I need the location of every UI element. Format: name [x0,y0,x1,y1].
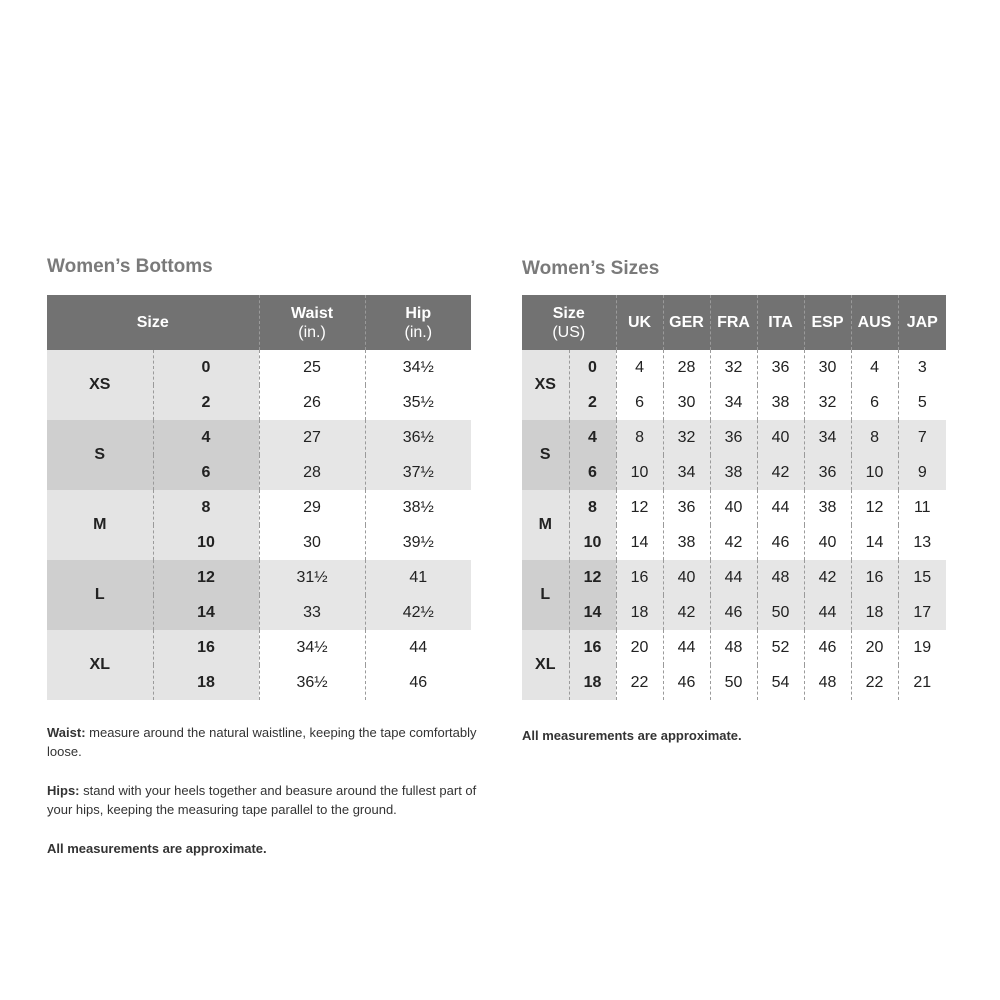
uk-size-cell: 6 [616,385,663,420]
uk-size-cell: 10 [616,455,663,490]
ita-size-cell: 42 [757,455,804,490]
waist-cell: 34½ [259,630,365,665]
jap-size-cell: 21 [898,665,946,700]
esp-size-cell: 42 [804,560,851,595]
waist-note-label: Waist: [47,725,86,740]
size-group-label: L [47,560,153,630]
ger-size-cell: 36 [663,490,710,525]
size-cell: 10 [153,525,259,560]
sizes-header-fra: FRA [710,295,757,350]
aus-size-cell: 4 [851,350,898,385]
waist-cell: 25 [259,350,365,385]
us-size-cell: 2 [569,385,616,420]
sizes-header-esp: ESP [804,295,851,350]
bottoms-header-waist-unit: (in.) [298,323,326,341]
table-row [522,490,946,525]
ita-size-cell: 48 [757,560,804,595]
us-size-cell: 18 [569,665,616,700]
us-size-cell: 16 [569,630,616,665]
table-row [522,385,946,420]
size-group-label: XS [47,350,153,420]
size-cell: 18 [153,665,259,700]
uk-size-cell: 8 [616,420,663,455]
jap-size-cell: 9 [898,455,946,490]
jap-size-cell: 11 [898,490,946,525]
jap-size-cell: 19 [898,630,946,665]
sizes-notes [522,726,942,765]
bottoms-header-hip-unit: (in.) [404,323,433,341]
sizes-header-size [522,295,616,350]
aus-size-cell: 22 [851,665,898,700]
sizes-header-aus: AUS [851,295,898,350]
ger-size-cell: 30 [663,385,710,420]
table-row [522,350,946,385]
size-group-label: S [522,420,569,490]
bottoms-title: Women’s Bottoms [47,256,213,277]
bottoms-header-waist [259,295,365,350]
aus-size-cell: 20 [851,630,898,665]
sizes-approx-text: All measurements are approximate. [522,728,742,743]
hip-cell: 42½ [365,595,471,630]
us-size-cell: 6 [569,455,616,490]
hip-cell: 46 [365,665,471,700]
bottoms-header-hip-label: Hip [405,304,432,322]
aus-size-cell: 10 [851,455,898,490]
hip-cell: 41 [365,560,471,595]
table-row [522,665,946,700]
ger-size-cell: 28 [663,350,710,385]
hip-cell: 34½ [365,350,471,385]
aus-size-cell: 8 [851,420,898,455]
esp-size-cell: 32 [804,385,851,420]
table-row [47,490,471,525]
sizes-header-ita: ITA [757,295,804,350]
ita-size-cell: 44 [757,490,804,525]
hip-cell: 35½ [365,385,471,420]
esp-size-cell: 34 [804,420,851,455]
aus-size-cell: 16 [851,560,898,595]
hips-note [47,781,479,819]
waist-note-text: measure around the natural waistline, keeping the tape comfortably loose. [47,725,477,759]
waist-cell: 27 [259,420,365,455]
size-group-label: XS [522,350,569,420]
size-cell: 16 [153,630,259,665]
size-cell: 14 [153,595,259,630]
sizes-table [522,295,946,700]
waist-cell: 30 [259,525,365,560]
waist-cell: 28 [259,455,365,490]
bottoms-notes [47,723,479,878]
us-size-cell: 4 [569,420,616,455]
ita-size-cell: 54 [757,665,804,700]
fra-size-cell: 40 [710,490,757,525]
waist-cell: 36½ [259,665,365,700]
jap-size-cell: 15 [898,560,946,595]
hip-cell: 39½ [365,525,471,560]
table-row [522,455,946,490]
aus-size-cell: 6 [851,385,898,420]
esp-size-cell: 46 [804,630,851,665]
table-row [522,525,946,560]
uk-size-cell: 14 [616,525,663,560]
us-size-cell: 0 [569,350,616,385]
fra-size-cell: 48 [710,630,757,665]
table-row [522,630,946,665]
hip-cell: 44 [365,630,471,665]
uk-size-cell: 12 [616,490,663,525]
ger-size-cell: 42 [663,595,710,630]
fra-size-cell: 50 [710,665,757,700]
esp-size-cell: 38 [804,490,851,525]
uk-size-cell: 22 [616,665,663,700]
waist-cell: 31½ [259,560,365,595]
bottoms-header-hip [365,295,471,350]
table-row [47,350,471,385]
fra-size-cell: 42 [710,525,757,560]
fra-size-cell: 44 [710,560,757,595]
waist-cell: 33 [259,595,365,630]
size-cell: 2 [153,385,259,420]
uk-size-cell: 16 [616,560,663,595]
jap-size-cell: 13 [898,525,946,560]
uk-size-cell: 18 [616,595,663,630]
sizes-header-ger: GER [663,295,710,350]
waist-note [47,723,479,761]
bottoms-body [47,350,471,700]
ita-size-cell: 52 [757,630,804,665]
hips-note-label: Hips: [47,783,80,798]
bottoms-header-waist-label: Waist [290,304,334,322]
ita-size-cell: 50 [757,595,804,630]
esp-size-cell: 44 [804,595,851,630]
table-row [47,630,471,665]
sizes-header-jap: JAP [898,295,946,350]
bottoms-header-size: Size [47,295,259,350]
us-size-cell: 8 [569,490,616,525]
fra-size-cell: 46 [710,595,757,630]
esp-size-cell: 40 [804,525,851,560]
hip-cell: 36½ [365,420,471,455]
bottoms-approx-text: All measurements are approximate. [47,841,267,856]
table-row [47,420,471,455]
sizes-header-uk: UK [616,295,663,350]
table-row [522,420,946,455]
size-group-label: M [522,490,569,560]
size-group-label: S [47,420,153,490]
sizes-body [522,350,946,700]
size-cell: 4 [153,420,259,455]
ger-size-cell: 46 [663,665,710,700]
fra-size-cell: 32 [710,350,757,385]
uk-size-cell: 20 [616,630,663,665]
waist-cell: 26 [259,385,365,420]
size-cell: 12 [153,560,259,595]
jap-size-cell: 3 [898,350,946,385]
table-row [47,560,471,595]
sizes-title: Women’s Sizes [522,258,660,279]
size-group-label: L [522,560,569,630]
size-cell: 6 [153,455,259,490]
bottoms-header-row [47,295,471,350]
jap-size-cell: 5 [898,385,946,420]
fra-size-cell: 38 [710,455,757,490]
hips-note-text: stand with your heels together and beasure around the fullest part of your hips, keeping the measuring tape parallel to the ground. [47,783,477,817]
ita-size-cell: 46 [757,525,804,560]
ger-size-cell: 40 [663,560,710,595]
hip-cell: 38½ [365,490,471,525]
sizes-header-size-label: Size [552,304,585,322]
size-cell: 8 [153,490,259,525]
aus-size-cell: 14 [851,525,898,560]
ger-size-cell: 34 [663,455,710,490]
ger-size-cell: 38 [663,525,710,560]
us-size-cell: 12 [569,560,616,595]
size-group-label: XL [522,630,569,700]
sizes-approx-note [522,726,942,745]
esp-size-cell: 36 [804,455,851,490]
sizes-header-row [522,295,946,350]
ita-size-cell: 36 [757,350,804,385]
jap-size-cell: 17 [898,595,946,630]
ger-size-cell: 44 [663,630,710,665]
fra-size-cell: 34 [710,385,757,420]
us-size-cell: 14 [569,595,616,630]
hip-cell: 37½ [365,455,471,490]
size-group-label: XL [47,630,153,700]
sizes-header-size-unit: (US) [552,323,586,341]
table-row [522,595,946,630]
ita-size-cell: 38 [757,385,804,420]
esp-size-cell: 48 [804,665,851,700]
us-size-cell: 10 [569,525,616,560]
size-cell: 0 [153,350,259,385]
jap-size-cell: 7 [898,420,946,455]
size-group-label: M [47,490,153,560]
table-row [522,560,946,595]
aus-size-cell: 12 [851,490,898,525]
waist-cell: 29 [259,490,365,525]
aus-size-cell: 18 [851,595,898,630]
ger-size-cell: 32 [663,420,710,455]
uk-size-cell: 4 [616,350,663,385]
ita-size-cell: 40 [757,420,804,455]
esp-size-cell: 30 [804,350,851,385]
bottoms-approx-note [47,839,479,858]
fra-size-cell: 36 [710,420,757,455]
bottoms-table [47,295,471,700]
